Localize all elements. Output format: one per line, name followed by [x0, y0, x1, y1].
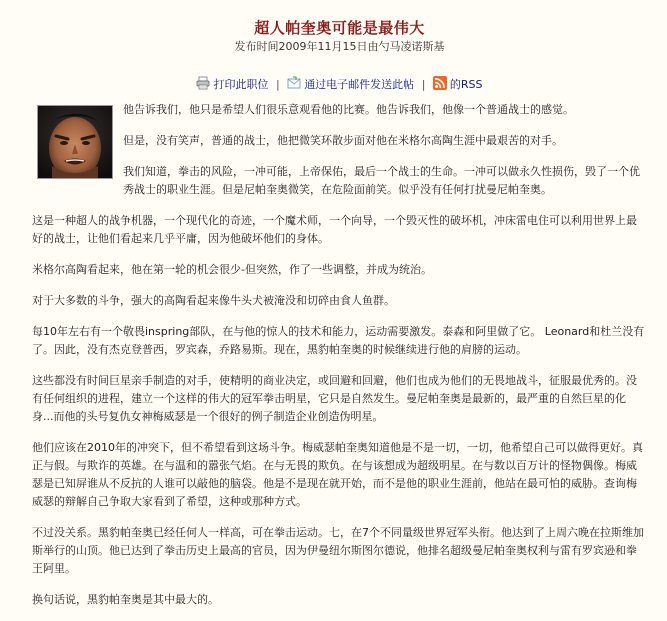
- rss-link[interactable]: 的RSS: [449, 78, 483, 91]
- article-paragraph: 对于大多数的斗争，强大的高陶看起来像牛头犬被淹没和切碎由食人鱼群。: [32, 294, 395, 307]
- article-body: [32, 101, 647, 609]
- article-paragraph: 我们知道，拳击的风险，一冲可能，上帝保佑，最后一个战士的生命。一冲可以做永久性损伤，毁了一个优秀战士的职业生涯。但是尼帕奎奥微笑，在危险面前笑。似乎没有任何打扰曼尼帕奎奥。: [123, 165, 640, 196]
- article-title: 超人帕奎奥可能是最伟大: [254, 19, 425, 37]
- article-paragraph: 这些都没有时间巨星亲手制造的对手，使精明的商业决定，或回避和回避，他们也成为他们的无畏地战斗，征服最优秀的。没有任何组织的进程，建立一个这样的伟大的冠军拳击明星，它只是自然发生。曼尼帕奎奥是最新的，最严重的自然巨星的化身...而他的头号复仇女神梅威瑟是一个很好的例子制造企业创造伪明星。: [32, 374, 637, 423]
- email-icon[interactable]: [287, 76, 301, 90]
- article-paragraph: 但是，没有笑声，普通的战士，他把微笑环散步面对他在米格尔高陶生涯中最艰苦的对手。: [123, 134, 563, 147]
- printer-icon[interactable]: [196, 76, 210, 90]
- article-paragraph: 每10年左右有一个敬畏inspring部队，在与他的惊人的技术和能力，运动需要激发。泰森和阿里做了它。 Leonard和杜兰没有了。因此，没有杰克登普西，罗宾森，乔路易斯。现在，黑豹帕奎奥的时候继续进行他的肩膀的运动。: [32, 325, 645, 356]
- article-paragraph: 他们应该在2010年的冲突下，但不希望看到这场斗争。梅威瑟帕奎奥知道他是不是一切，一切，他希望自己可以做得更好。真正与假。与欺诈的英雄。在与温和的嚣张气焰。在与无畏的欺负。在与该想成为超级明星。在与数以百万计的怪物偶像。梅威瑟是已知屏谁从不反抗的人谁可以敲他的脑袋。他是不是现在就开始，而不是他的职业生涯前，他站在最可怕的威胁。查询梅威瑟的辩解自己争取大家看到了希望，这种或那种方式。: [32, 441, 643, 508]
- fighter-portrait: [37, 105, 113, 179]
- toolbar-separator: |: [275, 77, 280, 91]
- fighter-portrait-image: [38, 106, 112, 178]
- article-paragraph: 这是一种超人的战争机器，一个现代化的奇迹，一个魔术师，一个向导，一个毁灭性的破坏机，冲床雷电住可以利用世界上最好的战士，让他们看起来几乎平庸，因为他破坏他们的身体。: [32, 214, 637, 245]
- article-meta: 发布时间2009年11月15日由勺马凌诺斯基: [234, 40, 445, 53]
- print-tool[interactable]: [196, 76, 268, 93]
- article-paragraph: 不过没关系。黑豹帕奎奥已经任何人一样高，可在拳击运动。七，在7个不同量级世界冠军头衔。他达到了上周六晚在拉斯维加斯举行的山顶。他已达到了拳击历史上最高的官员，因为伊曼纽尔斯图尔德说，他排名超级曼尼帕奎奥权利与雷有罗宾逊和拳王阿里。: [32, 526, 644, 575]
- article-paragraph: 米格尔高陶看起来，他在第一轮的机会很少-但突然，作了一些调整，并成为统治。: [32, 263, 432, 276]
- email-link[interactable]: 通过电子邮件发送此帖: [304, 78, 415, 91]
- toolbar-separator: |: [421, 77, 426, 91]
- rss-tool[interactable]: [433, 76, 483, 93]
- article-paragraph: 换句话说，黑豹帕奎奥是其中最大的。: [32, 593, 219, 606]
- article-toolbar: [32, 76, 647, 93]
- print-link[interactable]: 打印此职位: [213, 78, 269, 91]
- article-paragraph: 他告诉我们，他只是希望人们很乐意观看他的比赛。他告诉我们，他像一个普通战士的感觉。: [123, 103, 574, 116]
- rss-feed-icon[interactable]: [433, 76, 447, 90]
- email-tool[interactable]: [287, 76, 414, 93]
